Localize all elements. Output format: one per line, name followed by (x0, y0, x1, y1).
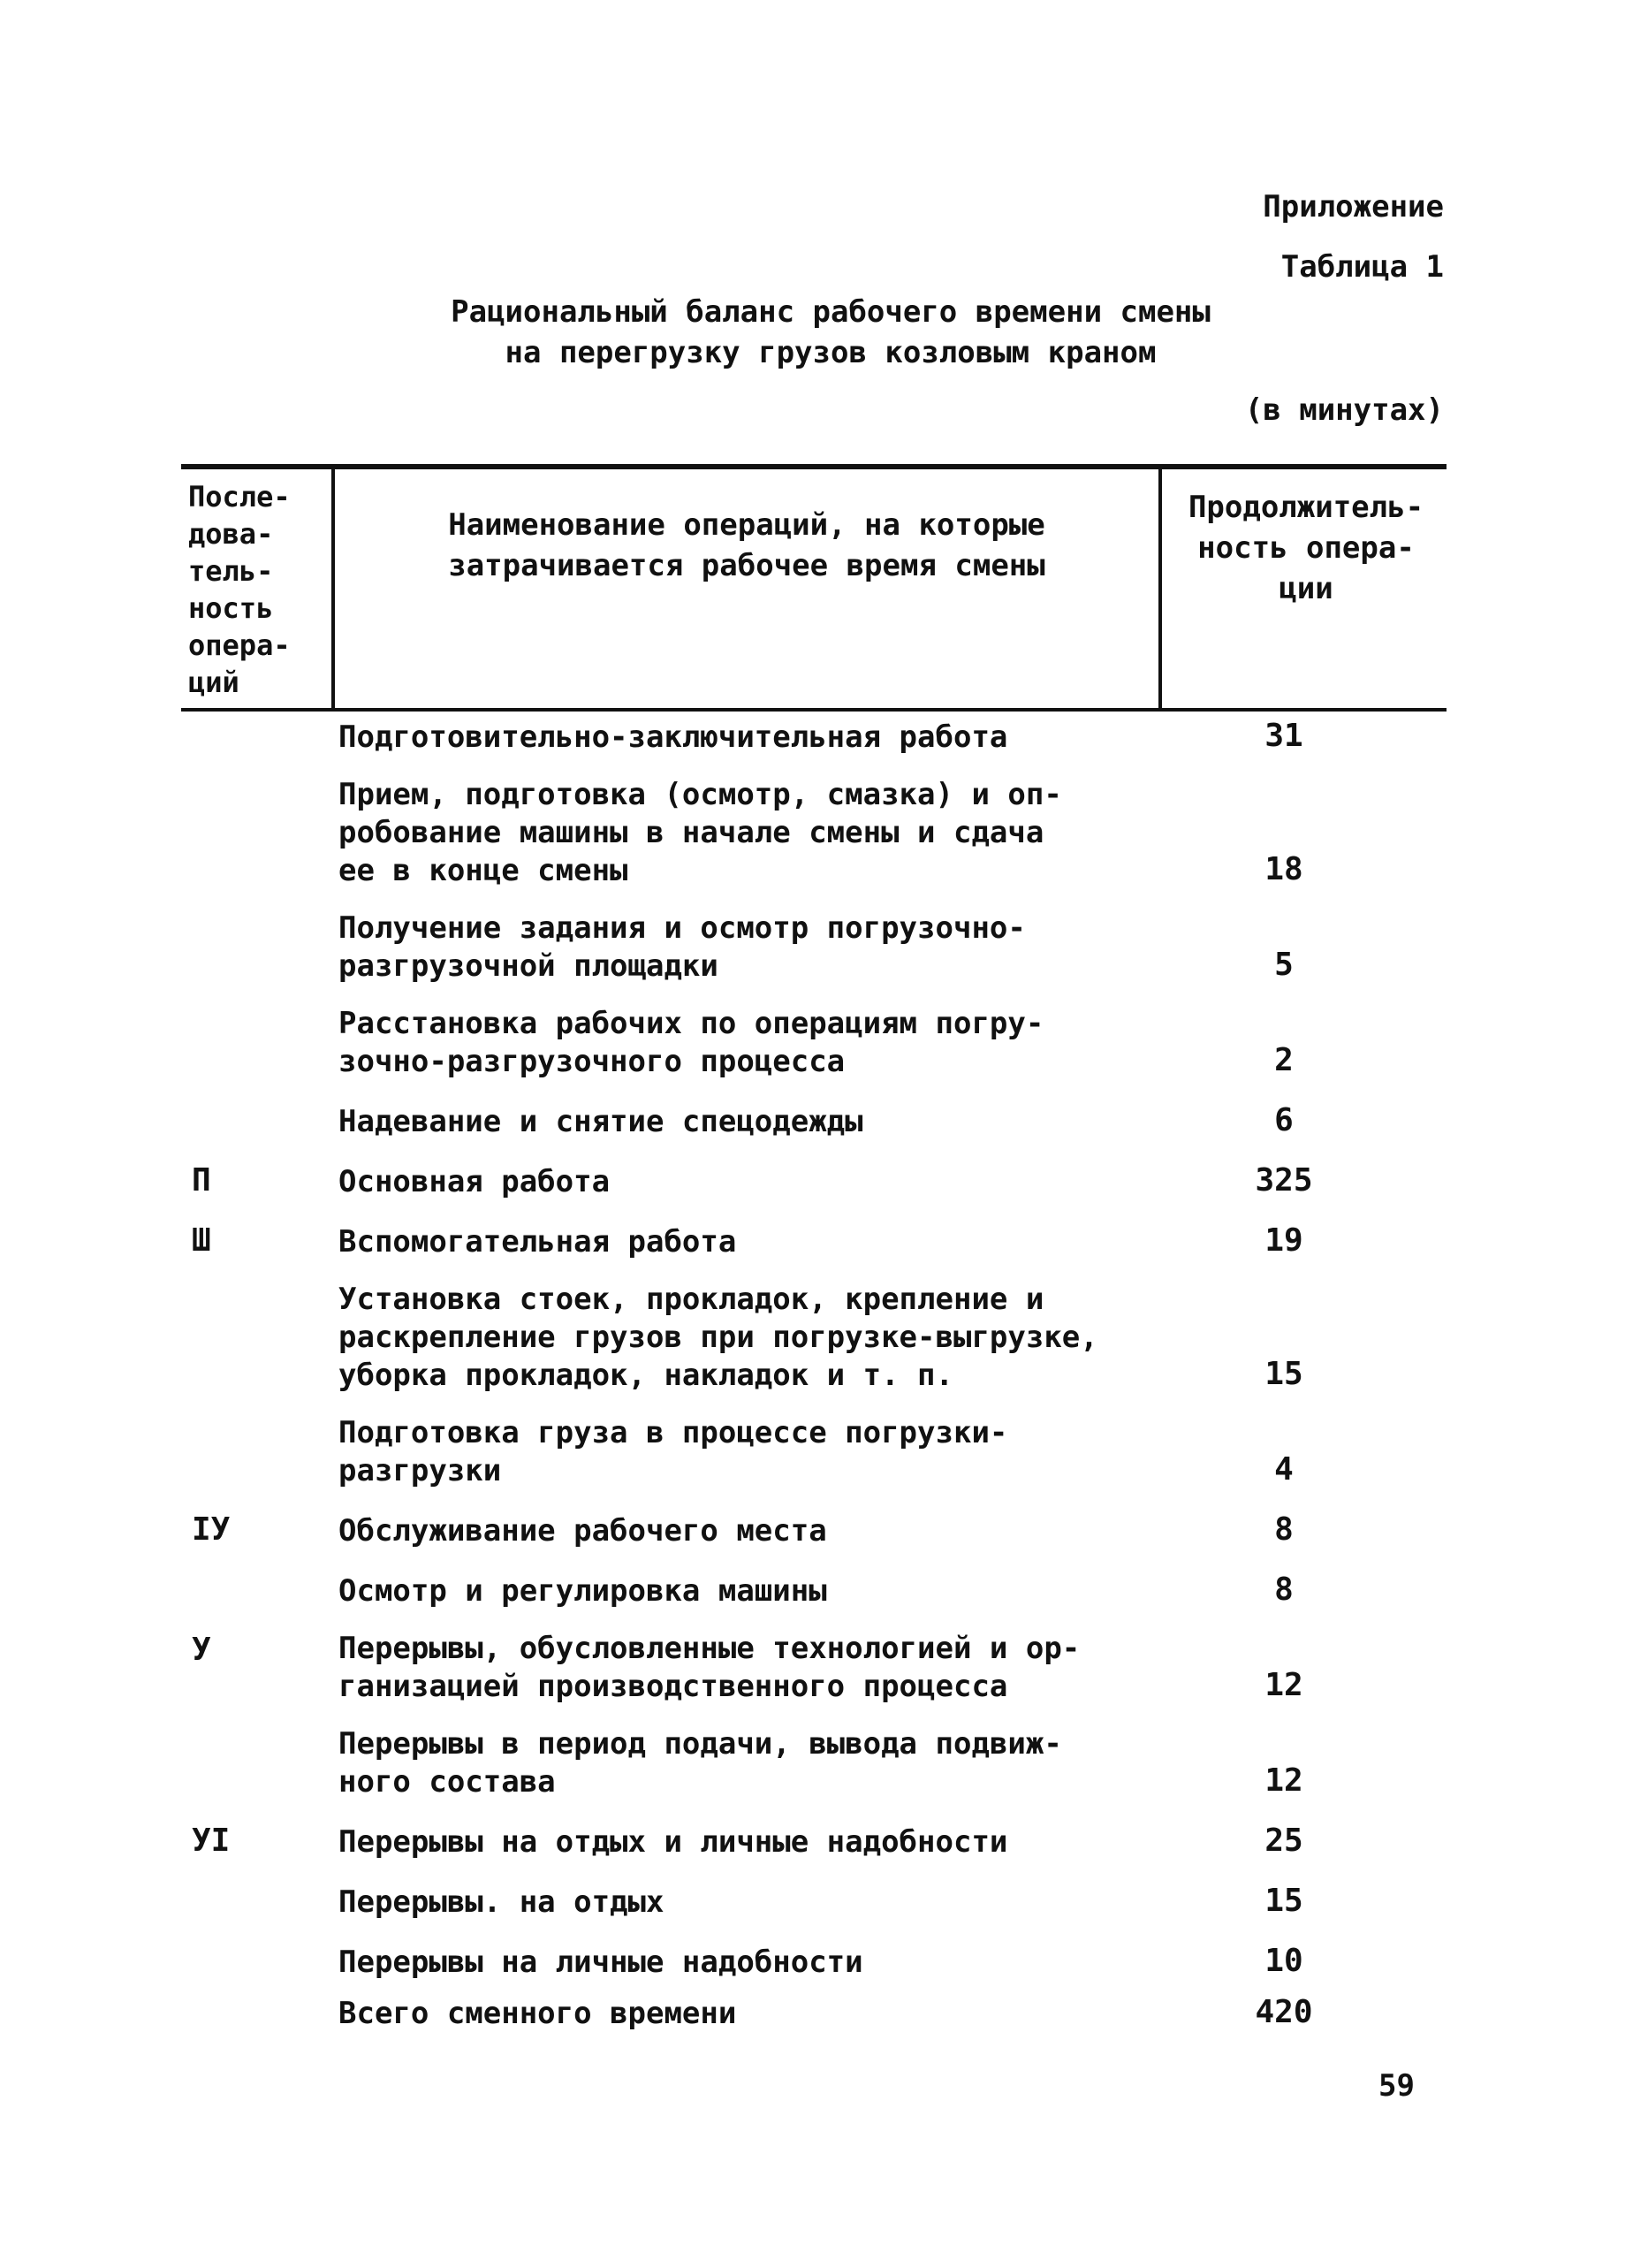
table-row (181, 1561, 1447, 1621)
table-number: Таблица 1 (1280, 249, 1444, 285)
table-row (181, 1405, 1447, 1501)
duration-cell: 19 (1264, 1222, 1303, 1259)
duration-cell: 5 (1274, 947, 1294, 983)
table-title (318, 292, 1343, 373)
sequence-cell: IУ (192, 1511, 231, 1548)
duration-cell: 12 (1264, 1762, 1303, 1799)
table-row (181, 1272, 1447, 1405)
operation-name-cell: Вспомогательная работа (338, 1224, 737, 1260)
duration-cell: 12 (1264, 1667, 1303, 1703)
column-divider (1158, 469, 1162, 708)
table-row (181, 1092, 1447, 1152)
operation-name-cell: Подготовка груза в процессе погрузки- разгрузки (338, 1415, 1008, 1488)
duration-cell: 25 (1264, 1823, 1303, 1859)
column-divider (331, 469, 335, 708)
operation-name-cell: Перерывы. на отдых (338, 1884, 664, 1920)
table-row (181, 1501, 1447, 1561)
table-row (181, 1872, 1447, 1932)
operation-name-cell: Подготовительно-заключительная работа (338, 719, 1008, 755)
table-row (181, 1212, 1447, 1272)
sequence-cell: Ш (192, 1222, 211, 1259)
duration-cell: 31 (1264, 718, 1303, 754)
duration-cell: 2 (1274, 1042, 1294, 1078)
table-row (181, 1812, 1447, 1872)
title-line-2: на перегрузку грузов козловым краном (505, 335, 1157, 370)
operation-name-cell: Основная работа (338, 1164, 611, 1199)
operation-name-cell: Осмотр и регулировка машины (338, 1573, 827, 1609)
units-label: (в минутах) (1244, 392, 1444, 428)
operation-name-cell: Обслуживание рабочего места (338, 1513, 827, 1549)
operation-name-cell: Перерывы на отдых и личные надобности (338, 1824, 1008, 1860)
duration-cell: 6 (1274, 1102, 1294, 1138)
header-duration: Продолжитель- ность опера- ции (1188, 490, 1424, 606)
sequence-cell: П (192, 1162, 211, 1199)
duration-cell: 15 (1264, 1356, 1303, 1392)
table-row (181, 1716, 1447, 1812)
duration-cell: 15 (1264, 1883, 1303, 1919)
operation-name-cell: Получение задания и осмотр погрузочно- разгрузочной площадки (338, 910, 1026, 984)
header-sequence: После- дова- тель- ность опера- ций (188, 480, 291, 699)
duration-cell: 325 (1255, 1162, 1313, 1199)
table-row (181, 996, 1447, 1092)
sequence-cell: УI (192, 1823, 231, 1859)
operation-name-cell: Перерывы на личные надобности (338, 1945, 863, 1980)
duration-cell: 420 (1255, 1994, 1313, 2030)
operation-name-cell: Установка стоек, прокладок, крепление и раскрепление грузов при погрузке-выгрузке, уборка прокладок, накладок и т. п. (338, 1282, 1098, 1393)
table-row (181, 901, 1447, 996)
table-row (181, 1932, 1447, 1992)
operation-name-cell: Надевание и снятие спецодежды (338, 1104, 863, 1139)
page-number: 59 (1378, 2068, 1415, 2104)
sequence-cell: У (192, 1632, 211, 1668)
title-line-1: Рациональный баланс рабочего времени смены (451, 294, 1211, 330)
table-row (181, 767, 1447, 901)
duration-cell: 8 (1274, 1511, 1294, 1548)
appendix-label: Приложение (1263, 189, 1444, 225)
operation-name-cell: Расстановка рабочих по операциям погру- зочно-разгрузочного процесса (338, 1006, 1044, 1079)
operation-name-cell: Всего сменного времени (338, 1996, 737, 2031)
operation-name-cell: Перерывы, обусловленные технологией и ор- ганизацией производственного процесса (338, 1631, 1081, 1704)
duration-cell: 4 (1274, 1451, 1294, 1488)
operation-name-cell: Прием, подготовка (осмотр, смазка) и оп- робование машины в начале смены и сдача ее в конце смены (338, 777, 1062, 888)
total-row (181, 1992, 1447, 2043)
table-row (181, 1621, 1447, 1716)
duration-cell: 8 (1274, 1572, 1294, 1608)
table-body (181, 707, 1447, 2043)
duration-cell: 18 (1264, 851, 1303, 887)
duration-cell: 10 (1264, 1943, 1303, 1979)
table-header (181, 464, 1447, 712)
operation-name-cell: Перерывы в период подачи, вывода подвиж- ного состава (338, 1726, 1062, 1800)
header-name: Наименование операций, на которые затрачивается рабочее время смены (448, 507, 1045, 583)
table-row (181, 1152, 1447, 1212)
table-row (181, 707, 1447, 767)
